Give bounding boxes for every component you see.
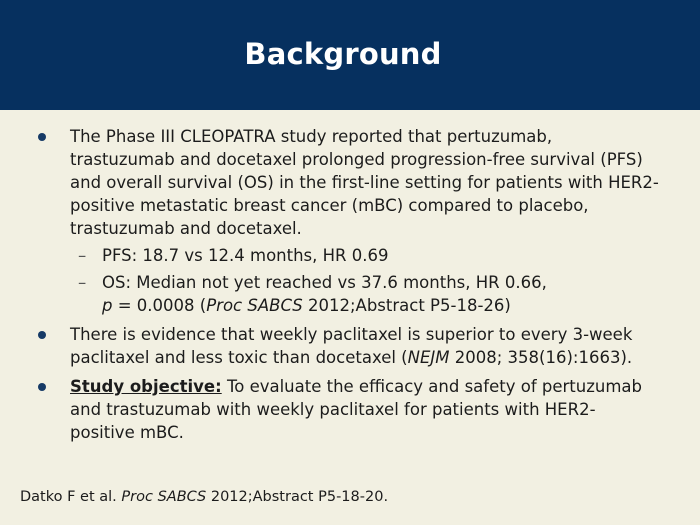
citation-text: 2012;Abstract P5-18-26) xyxy=(302,296,511,315)
dash-icon: – xyxy=(78,273,87,292)
bullet-paclitaxel-text: There is evidence that weekly paclitaxel is superior to every 3-week paclitaxel and less toxic than docetaxel ( xyxy=(70,325,633,367)
bullet-dot-icon xyxy=(38,383,46,391)
dash-icon: – xyxy=(78,246,87,265)
p-value-text: = 0.0008 ( xyxy=(112,296,207,315)
slide-title: Background xyxy=(244,37,442,71)
bullet-dot-icon xyxy=(38,133,46,141)
footer-author: Datko F et al. xyxy=(20,489,122,505)
sub-bullet-pfs-text: PFS: 18.7 vs 12.4 months, HR 0.69 xyxy=(102,246,389,265)
bullet-paclitaxel-citation: 2008; 358(16):1663). xyxy=(449,348,633,367)
bullet-cleopatra-text: The Phase III CLEOPATRA study reported that pertuzumab, trastuzumab and docetaxel prolonged progression-free survival (PFS) and overall survival (OS) in the first-line setting for patients with HER2-positive metastatic breast cancer (mBC) compared to placebo, trastuzumab and docetaxel. xyxy=(70,127,659,238)
footer-citation xyxy=(20,487,388,507)
objective-text: To evaluate the efficacy and safety of pertuzumab and trastuzumab with weekly paclitaxel for patients with HER2-positive mBC. xyxy=(70,377,642,442)
slide-content xyxy=(0,125,700,444)
objective-label: Study objective: xyxy=(70,377,222,396)
footer-journal: Proc SABCS xyxy=(121,489,207,505)
bullet-dot-icon xyxy=(38,331,46,339)
footer-rest: 2012;Abstract P5-18-20. xyxy=(206,489,389,505)
journal-name: Proc SABCS xyxy=(206,296,303,315)
p-value-label: p xyxy=(102,296,113,315)
sub-bullet-os xyxy=(0,271,700,317)
sub-bullet-pfs xyxy=(0,244,700,267)
header-bar xyxy=(0,0,700,110)
bullet-objective xyxy=(0,375,700,444)
bullet-paclitaxel xyxy=(0,323,700,369)
journal-name: NEJM xyxy=(407,348,450,367)
bullet-cleopatra xyxy=(0,125,700,240)
sub-bullet-os-line1: OS: Median not yet reached vs 37.6 months, HR 0.66, xyxy=(102,273,547,292)
